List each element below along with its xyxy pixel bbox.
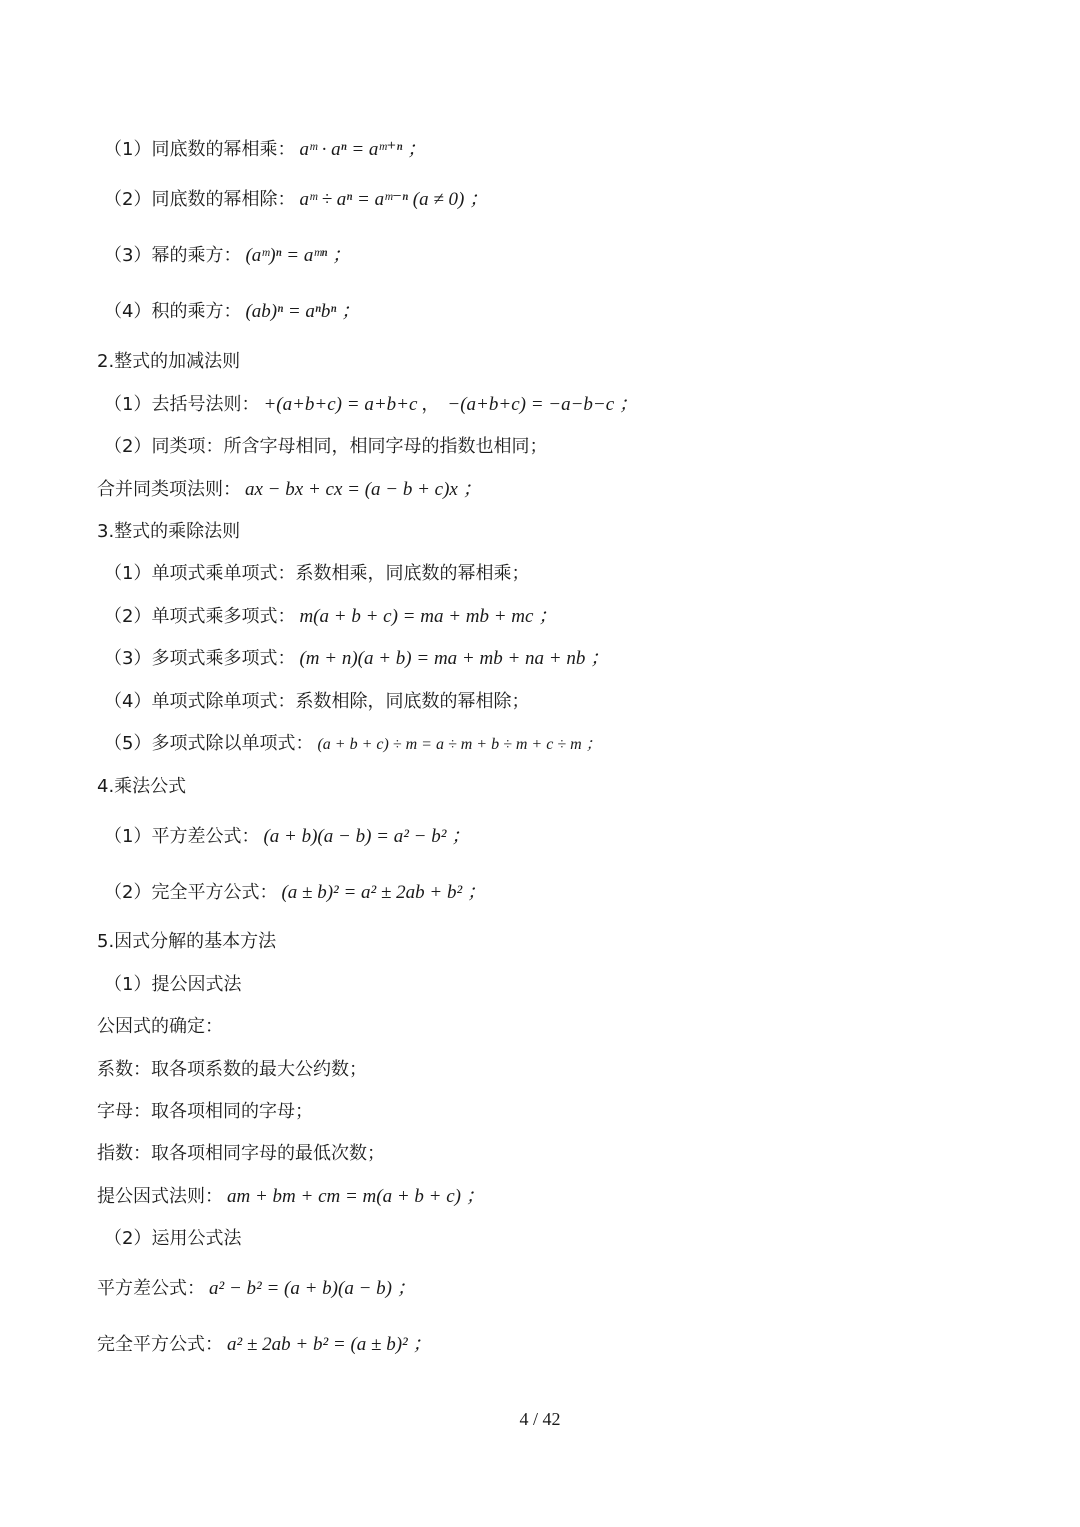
- rule-text: 指数：取各项相同字母的最低次数；: [97, 1143, 385, 1164]
- section-title: 4.乘法公式: [97, 776, 187, 797]
- formula: (aᵐ)ⁿ = aᵐⁿ ；: [245, 245, 351, 266]
- rule-label: （5）多项式除以单项式：: [104, 733, 314, 754]
- rule-label: 合并同类项法则：: [97, 479, 241, 500]
- page-number: 4 / 42: [519, 1409, 561, 1429]
- rule-line: [97, 1276, 416, 1302]
- section-title: 5.因式分解的基本方法: [97, 931, 277, 952]
- rule-label: （3）幂的乘方：: [104, 245, 242, 266]
- rule-text: 公因式的确定：: [97, 1016, 223, 1037]
- formula: a² ± 2ab + b² = (a ± b)² ；: [227, 1334, 432, 1355]
- formula: a² − b² = (a + b)(a − b) ；: [209, 1278, 416, 1299]
- rule-label: 平方差公式：: [97, 1278, 205, 1299]
- rule-line: [104, 299, 360, 325]
- formula: (ab)ⁿ = aⁿbⁿ ；: [245, 301, 361, 322]
- rule-line: [97, 1141, 385, 1167]
- rule-line: [104, 561, 529, 587]
- rule-line: [97, 477, 482, 503]
- formula-second: −(a+b+c) = −a−b−c ；: [447, 394, 638, 415]
- rule-line: [104, 689, 529, 715]
- rule-line: [104, 880, 486, 906]
- rule-line: [104, 824, 470, 850]
- section-title: 3.整式的乘除法则: [97, 521, 241, 542]
- formula: (a ± b)² = a² ± 2ab + b² ；: [281, 882, 486, 903]
- section-heading: [97, 929, 276, 955]
- rule-line: [104, 731, 602, 757]
- formula: aᵐ · aⁿ = aᵐ⁺ⁿ ；: [299, 139, 427, 160]
- formula: +(a+b+c) = a+b+c: [263, 394, 418, 415]
- rule-line: [97, 1332, 432, 1358]
- formula: (a + b)(a − b) = a² − b² ；: [263, 826, 471, 847]
- rule-line: [104, 1226, 241, 1252]
- rule-line: [104, 243, 351, 269]
- rule-line: [97, 1057, 367, 1083]
- rule-text: （4）单项式除单项式：系数相除，同底数的幂相除；: [104, 691, 530, 712]
- subsection-title: （1）提公因式法: [104, 974, 242, 995]
- rule-line: [104, 646, 609, 672]
- rule-label: （2）同底数的幂相除：: [104, 189, 296, 210]
- rule-label: 提公因式法则：: [97, 1186, 223, 1207]
- rule-text: （2）同类项：所含字母相同，相同字母的指数也相同；: [104, 436, 548, 457]
- formula: ax − bx + cx = (a − b + c)x ；: [245, 479, 482, 500]
- rule-line: [104, 137, 426, 163]
- separator: ，: [421, 394, 440, 415]
- formula: am + bm + cm = m(a + b + c) ；: [227, 1186, 485, 1207]
- rule-label: （1）同底数的幂相乘：: [104, 139, 296, 160]
- rule-text: （1）单项式乘单项式：系数相乘，同底数的幂相乘；: [104, 563, 530, 584]
- rule-label: （1）去括号法则：: [104, 394, 260, 415]
- rule-line: [104, 434, 547, 460]
- formula: m(a + b + c) = ma + mb + mc ；: [299, 606, 558, 627]
- rule-line: [104, 972, 241, 998]
- rule-label: （2）单项式乘多项式：: [104, 606, 296, 627]
- rule-text: 字母：取各项相同的字母；: [97, 1101, 313, 1122]
- subsection-title: （2）运用公式法: [104, 1228, 242, 1249]
- rule-line: [97, 1184, 485, 1210]
- rule-label: （3）多项式乘多项式：: [104, 648, 296, 669]
- formula: (a + b + c) ÷ m = a ÷ m + b ÷ m + c ÷ m ；: [317, 736, 602, 753]
- formula: (m + n)(a + b) = ma + mb + na + nb ；: [299, 648, 610, 669]
- rule-label: （1）平方差公式：: [104, 826, 260, 847]
- rule-line: [104, 604, 557, 630]
- section-title: 2.整式的加减法则: [97, 351, 241, 372]
- section-heading: [97, 519, 240, 545]
- section-heading: [97, 774, 186, 800]
- rule-text: 系数：取各项系数的最大公约数；: [97, 1059, 367, 1080]
- rule-line: [97, 1014, 223, 1040]
- formula: aᵐ ÷ aⁿ = aᵐ⁻ⁿ (a ≠ 0) ；: [299, 189, 489, 210]
- rule-label: 完全平方公式：: [97, 1334, 223, 1355]
- rule-label: （2）完全平方公式：: [104, 882, 278, 903]
- section-heading: [97, 349, 240, 375]
- rule-line: [104, 392, 638, 418]
- rule-line: [104, 187, 488, 213]
- rule-label: （4）积的乘方：: [104, 301, 242, 322]
- rule-line: [97, 1099, 313, 1125]
